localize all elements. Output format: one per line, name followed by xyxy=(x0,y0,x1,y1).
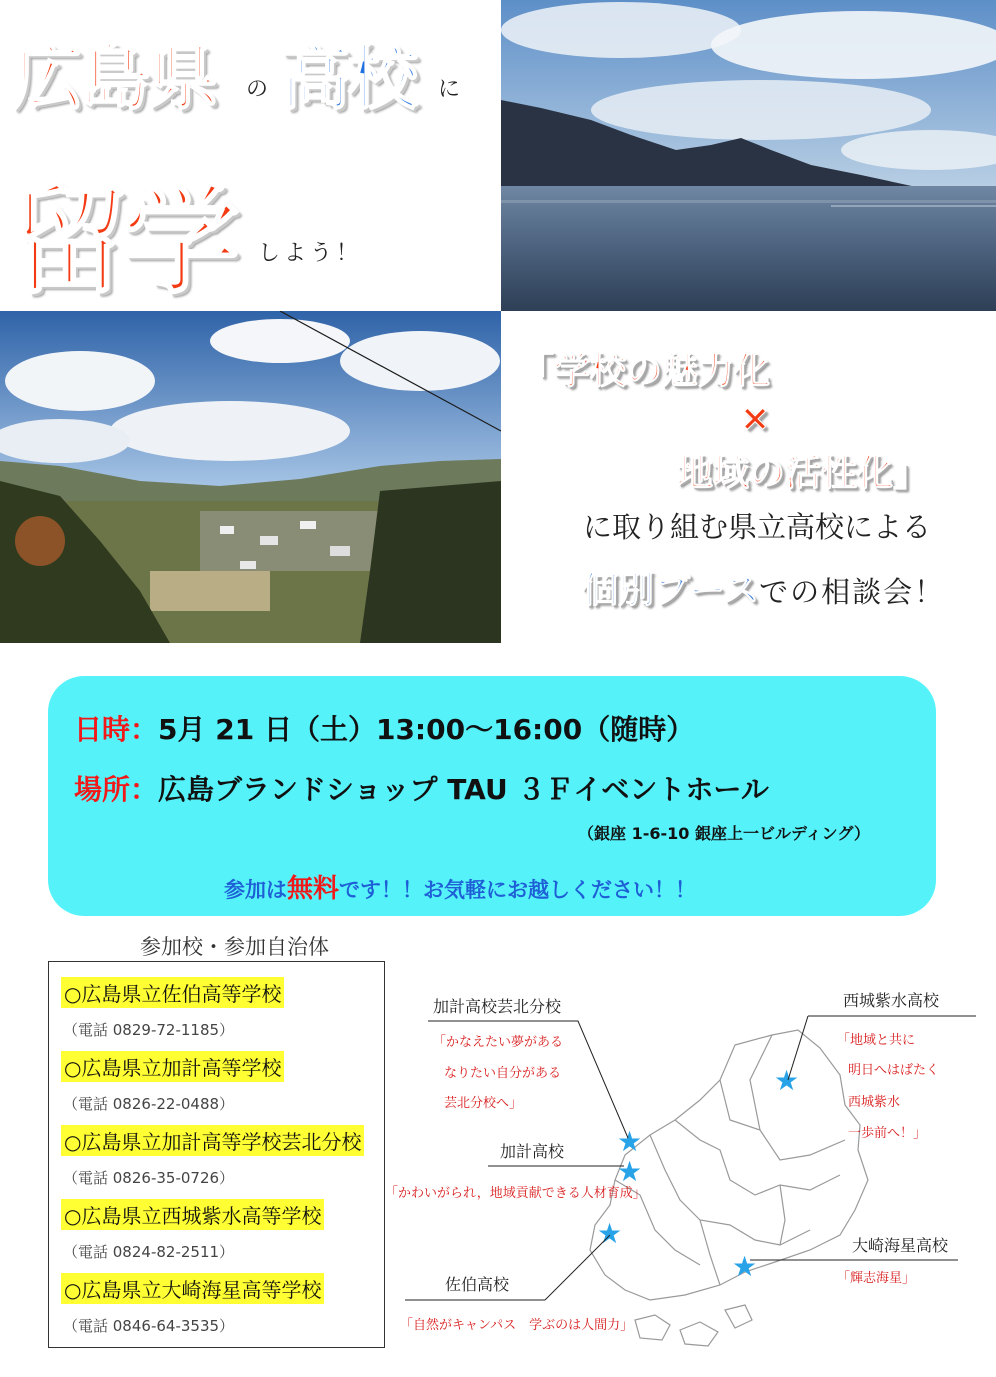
map-slogan-geihoku-3: 芸北分校へ」 xyxy=(444,1096,523,1111)
school-kake: ○広島県立加計高等学校 xyxy=(61,1051,284,1082)
school-saeki-phone: （電話 0829-72-1185） xyxy=(63,1021,235,1039)
title-high-school: 高校 xyxy=(280,37,416,119)
schools-heading: 参加校・参加自治体 xyxy=(140,935,329,959)
map-slogan-saijo-4: 一歩前へ！」 xyxy=(848,1126,927,1141)
map-slogan-saijo-2: 明日へはばたく xyxy=(848,1063,940,1078)
free-pre: 参加は xyxy=(224,878,287,902)
title-study-abroad: 留学 xyxy=(10,172,235,310)
school-saeki: ○広島県立佐伯高等学校 xyxy=(61,977,284,1008)
concept-line2: 地域の活性化」 xyxy=(677,453,930,494)
concept-line1: 「学校の魅力化 xyxy=(518,351,771,392)
map-label-saeki: 佐伯高校 xyxy=(445,1275,510,1294)
map-label-kake: 加計高校 xyxy=(500,1142,565,1161)
star-saijo: ★ xyxy=(774,1064,800,1097)
map-slogan-saijo-1: 「地域と共に xyxy=(837,1033,916,1048)
concept-line3: に取り組む県立高校による xyxy=(583,510,932,544)
title-particle-no: の xyxy=(246,77,269,102)
event-address: （銀座 1-6-10 銀座上一ビルディング） xyxy=(578,824,870,843)
map-slogan-geihoku-2: なりたい自分がある xyxy=(444,1066,562,1081)
map-slogan-osaki: 「輝志海星」 xyxy=(837,1271,916,1286)
map-label-saijo: 西城紫水高校 xyxy=(843,991,940,1010)
map-slogan-saijo-3: 西城紫水 xyxy=(848,1095,901,1110)
star-geihoku: ★ xyxy=(617,1125,643,1158)
map-slogan-geihoku-1: 「かなえたい夢がある xyxy=(433,1035,564,1050)
date-label: 日時： xyxy=(74,713,159,746)
title-particle-ni: に xyxy=(438,77,461,102)
date-value: 5月 21 日（土）13:00～16:00（随時） xyxy=(158,713,695,746)
free-highlight: 無料 xyxy=(287,874,340,904)
map-label-geihoku: 加計高校芸北分校 xyxy=(433,997,562,1016)
map-slogan-kake: 「かわいがられ，地域貢献できる人材育成」 xyxy=(385,1186,646,1201)
place-label: 場所： xyxy=(74,773,159,806)
school-saijo: ○広島県立西城紫水高等学校 xyxy=(61,1199,324,1230)
school-osaki: ○広島県立大崎海星高等学校 xyxy=(61,1273,324,1304)
school-osaki-phone: （電話 0846-64-3535） xyxy=(63,1317,235,1335)
concept-cross: × xyxy=(740,398,771,439)
map-label-osaki: 大崎海星高校 xyxy=(852,1236,949,1255)
school-kake-phone: （電話 0826-22-0488） xyxy=(63,1095,235,1113)
booth-rest: での相談会！ xyxy=(759,575,946,609)
star-osaki: ★ xyxy=(732,1250,758,1283)
booth-emphasis: 個別ブース xyxy=(582,570,760,611)
place-value: 広島ブランドショップ TAU ３Ｆイベントホール xyxy=(158,773,769,806)
map-slogan-saeki: 「自然がキャンパス 学ぶのは人間力」 xyxy=(400,1318,634,1333)
title-suffix: しよう！ xyxy=(258,241,363,266)
school-saijo-phone: （電話 0824-82-2511） xyxy=(63,1243,235,1261)
school-geihoku: ○広島県立加計高等学校芸北分校 xyxy=(61,1125,364,1156)
star-kake: ★ xyxy=(617,1155,643,1188)
school-geihoku-phone: （電話 0826-35-0726） xyxy=(63,1169,235,1187)
star-saeki: ★ xyxy=(597,1217,623,1250)
title-hiroshima: 広島県 xyxy=(12,37,216,119)
free-post: です！！お気軽にお越しください！！ xyxy=(339,878,697,902)
